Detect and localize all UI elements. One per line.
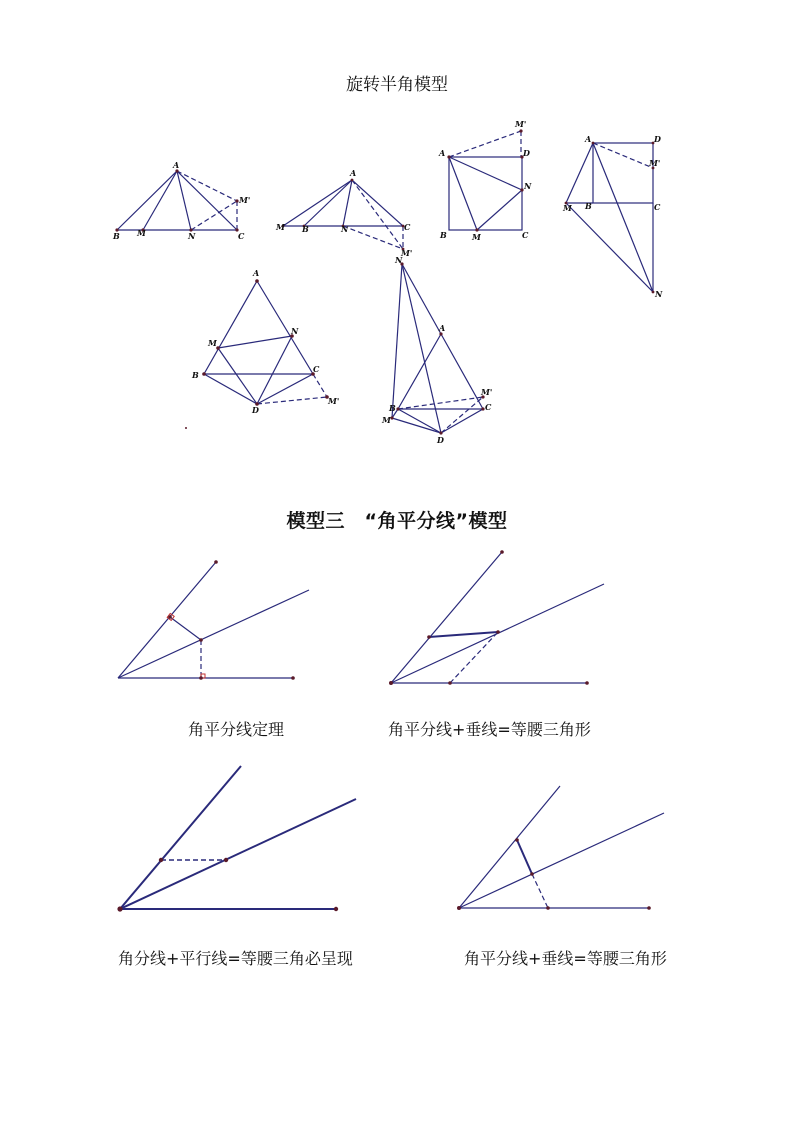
- label-N: N: [291, 326, 299, 336]
- caption-bisector-parallel: 角分线+平行线=等腰三角必呈现: [118, 949, 353, 968]
- label-Mp: M': [515, 119, 527, 129]
- caption-bisector-perpendicular-1: 角平分线+垂线=等腰三角形: [388, 720, 591, 739]
- label-B: B: [585, 201, 592, 211]
- figure-bisector-theorem: [118, 560, 309, 680]
- label-B: B: [302, 224, 309, 234]
- caption-bisector-perpendicular-2: 角平分线+垂线=等腰三角形: [464, 949, 667, 968]
- figure-rotation-3: [191, 268, 339, 415]
- label-M: M: [382, 415, 391, 425]
- label-M: M: [276, 222, 285, 232]
- label-M: M: [137, 228, 146, 238]
- label-A: A: [439, 148, 446, 158]
- label-D: D: [654, 134, 661, 144]
- label-A: A: [439, 323, 446, 333]
- label-C: C: [654, 202, 661, 212]
- label-M: M: [563, 203, 572, 213]
- label-N: N: [341, 224, 349, 234]
- label-Mp: M': [239, 195, 251, 205]
- caption-bisector-theorem: 角平分线定理: [188, 720, 285, 739]
- section-title: 模型三 “角平分线”模型: [286, 510, 508, 532]
- label-N: N: [395, 255, 403, 265]
- figure-rotation-2: [275, 168, 412, 258]
- label-Mp: M': [401, 248, 413, 258]
- label-D: D: [523, 148, 530, 158]
- page-title: 旋转半角模型: [346, 75, 448, 95]
- label-C: C: [404, 222, 411, 232]
- label-Mp: M': [649, 158, 661, 168]
- label-D: D: [437, 435, 444, 445]
- figure-rotation-square-2: [562, 134, 663, 299]
- label-B: B: [440, 230, 447, 240]
- label-A: A: [173, 160, 180, 170]
- label-M: M: [208, 338, 217, 348]
- figure-rotation-4: [381, 255, 492, 445]
- label-A: A: [253, 268, 260, 278]
- label-C: C: [238, 231, 245, 241]
- figure-bisector-perpendicular-2: [457, 786, 664, 910]
- figure-rotation-1: [112, 160, 250, 241]
- label-C: C: [313, 364, 320, 374]
- label-C: C: [485, 402, 492, 412]
- label-B: B: [113, 231, 120, 241]
- label-N: N: [188, 231, 196, 241]
- label-N: N: [524, 181, 532, 191]
- label-M: M: [472, 232, 481, 242]
- label-A: A: [350, 168, 357, 178]
- figure-rotation-square-1: [438, 119, 532, 242]
- label-D: D: [252, 405, 259, 415]
- label-Mp: M': [328, 396, 340, 406]
- label-B: B: [192, 370, 199, 380]
- label-C: C: [522, 230, 529, 240]
- label-N: N: [655, 289, 663, 299]
- label-Mp: M': [481, 387, 493, 397]
- figure-bisector-perpendicular-1: [389, 550, 604, 685]
- label-A: A: [585, 134, 592, 144]
- label-B: B: [389, 403, 396, 413]
- figure-bisector-parallel: [117, 766, 356, 912]
